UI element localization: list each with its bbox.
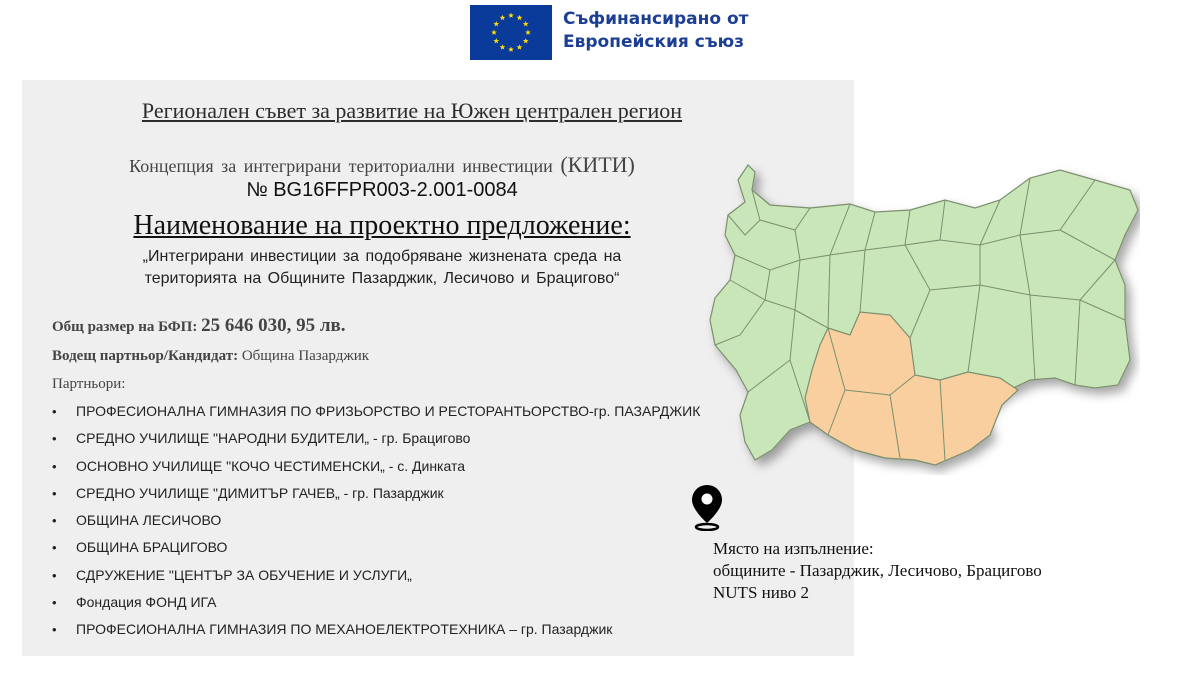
list-item [52, 534, 700, 561]
lead-label: Водещ партньор/Кандидат: [52, 348, 239, 364]
bullet: • [52, 485, 57, 501]
bullet: • [52, 458, 57, 474]
list-item [52, 398, 700, 425]
partner-name: СРЕДНО УЧИЛИЩЕ "НАРОДНИ БУДИТЕЛИ„ - гр. Брацигово [76, 430, 471, 447]
place-line3: NUTS ниво 2 [713, 583, 809, 602]
eu-star-icon [508, 47, 514, 52]
partner-name: Фондация ФОНД ИГА [76, 594, 217, 611]
list-item [52, 453, 700, 480]
eu-flag-logo [470, 5, 552, 60]
kiti-abbr: (КИТИ) [560, 152, 635, 177]
partner-name: ОСНОВНО УЧИЛИЩЕ "КОЧО ЧЕСТИМЕНСКИ„ - с. Динката [76, 457, 466, 474]
kiti-prefix: Концепция за интегрирани териториални инвестиции [129, 156, 553, 176]
bullet: • [52, 567, 57, 583]
project-name-heading: Наименование на проектно предложение: [133, 210, 631, 241]
partner-name: ПРОФЕСИОНАЛНА ГИМНАЗИЯ ПО МЕХАНОЕЛЕКТРОТЕХНИКА – гр. Пазарджик [76, 621, 613, 638]
project-title [22, 246, 742, 290]
eu-star-icon [500, 15, 506, 20]
project-title-line1: „Интегрирани инвестиции за подобряване жизнената среда на [142, 248, 622, 265]
place-line2 [713, 560, 1042, 582]
lead-partner [52, 348, 369, 365]
place-of-implementation [713, 538, 1042, 604]
partners-list [52, 398, 700, 644]
eu-stars-icon [470, 5, 552, 60]
eu-star-icon [517, 15, 523, 20]
eu-star-icon [523, 38, 529, 43]
partner-name: ОБЩИНА БРАЦИГОВО [76, 539, 228, 556]
eu-star-icon [493, 38, 499, 43]
bfp-label: Общ размер на БФП: [52, 319, 198, 335]
bfp-total [52, 315, 346, 337]
list-item [52, 589, 700, 616]
partner-name: СРЕДНО УЧИЛИЩЕ "ДИМИТЪР ГАЧЕВ„ - гр. Пазарджик [76, 484, 444, 501]
project-title-line2: територията на Общините Пазарджик, Лесичово и Брацигово“ [144, 270, 620, 287]
bullet: • [52, 404, 57, 419]
bullet: • [52, 540, 57, 556]
bulgaria-region-map [700, 160, 1140, 475]
list-item [52, 480, 700, 507]
list-item [52, 562, 700, 589]
bullet: • [52, 622, 57, 638]
eu-star-icon [500, 44, 506, 49]
council-title: Регионален съвет за развитие на Южен централен регион [141, 98, 683, 123]
partner-name: СДРУЖЕНИЕ "ЦЕНТЪР ЗА ОБУЧЕНИЕ И УСЛУГИ„ [76, 566, 412, 583]
partner-name: ПРОФЕСИОНАЛНА ГИМНАЗИЯ ПО ФРИЗЬОРСТВО И РЕСТОРАНТЬОРСТВО-гр. ПАЗАРДЖИК [76, 403, 701, 419]
list-item [52, 616, 700, 643]
kiti-concept-line [22, 152, 742, 178]
eu-text-line2: Европейския съюз [563, 32, 745, 52]
eu-star-icon [517, 44, 523, 49]
bullet: • [52, 595, 57, 611]
place-line2-value: Пазарджик, Лесичово, Брацигово [799, 561, 1042, 580]
eu-text-line1: Съфинансирано от [563, 9, 749, 29]
eu-cofunding-text [563, 8, 749, 54]
list-item [52, 507, 700, 534]
partner-name: ОБЩИНА ЛЕСИЧОВО [76, 512, 222, 529]
eu-star-icon [525, 30, 531, 35]
place-line2-label: общините - [713, 561, 796, 580]
eu-star-icon [523, 21, 529, 26]
bullet: • [52, 431, 57, 447]
bfp-value: 25 646 030, 95 лв. [201, 315, 346, 336]
eu-star-icon [493, 21, 499, 26]
place-line1: Място на изпълнение: [713, 539, 874, 558]
map-pin-icon [690, 483, 724, 531]
eu-star-icon [508, 13, 514, 18]
list-item [52, 425, 700, 452]
lead-value: Община Пазарджик [241, 348, 370, 364]
partners-heading: Партньори: [52, 376, 126, 392]
kiti-number: № BG16FFPR003-2.001-0084 [246, 179, 518, 201]
eu-star-icon [491, 30, 497, 35]
bullet: • [52, 513, 57, 529]
